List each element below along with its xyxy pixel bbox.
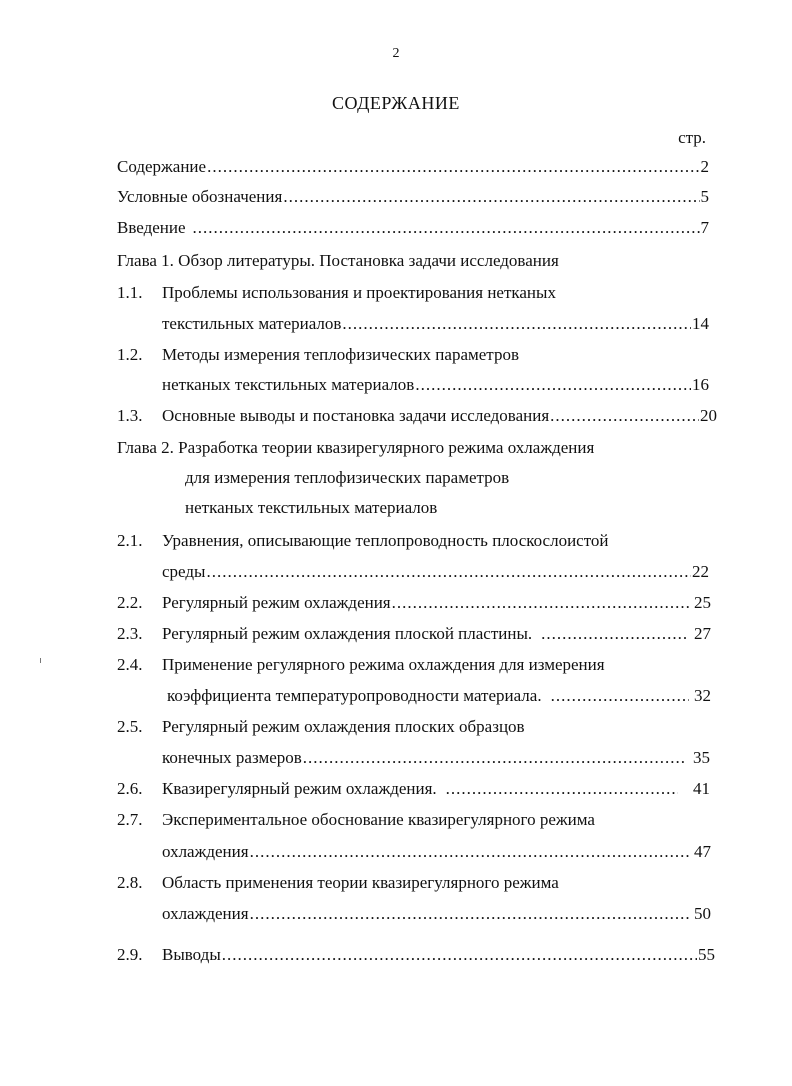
- chapter-title: Глава 2. Разработка теории квазирегулярного режима охлаждения: [117, 438, 595, 457]
- toc-entry-page: 14: [692, 314, 709, 333]
- toc-entry[interactable]: [117, 592, 711, 614]
- toc-entry-text: коэффициента температуропроводности материала.: [167, 686, 542, 705]
- toc-entry-num-line[interactable]: [117, 716, 717, 738]
- toc-entry-cont[interactable]: [162, 313, 709, 335]
- toc-entry[interactable]: [117, 778, 710, 800]
- chapter-title: Глава 1. Обзор литературы. Постановка задачи исследования: [117, 251, 559, 270]
- chapter-heading[interactable]: [117, 250, 559, 272]
- toc-entry[interactable]: [117, 405, 717, 427]
- section-number: 2.9.: [117, 945, 143, 964]
- page-title: СОДЕРЖАНИЕ: [332, 93, 460, 113]
- dot-leader: [541, 623, 689, 645]
- toc-entry-text: Регулярный режим охлаждения плоской пластины.: [162, 624, 533, 643]
- toc-entry-text: среды: [162, 562, 206, 581]
- section-number: 2.2.: [117, 593, 143, 612]
- toc-entry-text: конечных размеров: [162, 748, 302, 767]
- toc-entry-text: охлаждения: [162, 842, 249, 861]
- chapter-title: для измерения теплофизических параметров: [185, 468, 510, 487]
- page-number: 2: [392, 46, 400, 61]
- toc-entry-text: Квазирегулярный режим охлаждения.: [162, 779, 437, 798]
- toc-entry-num-line[interactable]: [117, 282, 709, 304]
- toc-entry[interactable]: [117, 944, 715, 966]
- section-number: 2.6.: [117, 779, 143, 798]
- toc-entry-page: 32: [694, 686, 711, 705]
- toc-entry-cont[interactable]: [162, 561, 709, 583]
- toc-entry-cont[interactable]: [162, 747, 710, 769]
- dot-leader: [303, 747, 684, 769]
- toc-entry-cont[interactable]: [162, 374, 709, 396]
- dot-leader: [283, 186, 699, 208]
- toc-entry-page: 5: [700, 187, 709, 206]
- dot-leader: [446, 778, 678, 800]
- toc-entry[interactable]: [117, 156, 709, 178]
- dot-leader: [250, 841, 689, 863]
- section-number: 2.5.: [117, 717, 143, 736]
- toc-entry-num-line[interactable]: [117, 809, 717, 831]
- toc-entry[interactable]: [117, 186, 709, 208]
- section-number: 2.1.: [117, 531, 143, 550]
- section-number: 2.8.: [117, 873, 143, 892]
- toc-entry-page: 41: [693, 779, 710, 798]
- toc-entry-num-line[interactable]: [117, 530, 717, 552]
- dot-leader: [550, 405, 699, 427]
- toc-entry-text: Условные обозначения: [117, 187, 283, 206]
- dot-leader: [193, 217, 700, 239]
- toc-entry-cont[interactable]: [167, 685, 711, 707]
- toc-entry-page: 16: [692, 375, 709, 394]
- chapter-heading-cont: [185, 497, 437, 519]
- toc-entry-num-line[interactable]: [117, 654, 717, 676]
- toc-entry-page: 27: [694, 624, 711, 643]
- pages-column-label: стр.: [678, 128, 706, 147]
- dot-leader: [392, 592, 689, 614]
- toc-entry-page: 7: [700, 218, 709, 237]
- toc-entry-num-line[interactable]: [117, 872, 717, 894]
- dot-leader: [206, 561, 691, 583]
- toc-entry-text: Регулярный режим охлаждения: [162, 593, 391, 612]
- scan-artifact: [40, 658, 41, 663]
- toc-entry-num-line[interactable]: [117, 344, 709, 366]
- toc-entry-text: Выводы: [162, 945, 221, 964]
- section-number: 1.3.: [117, 406, 143, 425]
- toc-entry-text: Область применения теории квазирегулярного режима: [162, 873, 559, 892]
- chapter-title: нетканых текстильных материалов: [185, 498, 438, 517]
- section-number: 1.1.: [117, 283, 143, 302]
- toc-entry-page: 25: [694, 593, 711, 612]
- toc-entry-page: 22: [692, 562, 709, 581]
- toc-entry-text: Проблемы использования и проектирования нетканых: [162, 283, 556, 302]
- toc-entry-cont[interactable]: [162, 903, 711, 925]
- toc-entry[interactable]: [117, 217, 709, 239]
- chapter-heading-cont: [185, 467, 509, 489]
- toc-entry-page: 50: [694, 904, 711, 923]
- section-number: 2.3.: [117, 624, 143, 643]
- toc-entry-page: 55: [698, 945, 715, 964]
- toc-entry[interactable]: [117, 623, 711, 645]
- section-number: 1.2.: [117, 345, 143, 364]
- dot-leader: [222, 944, 697, 966]
- toc-entry-text: Уравнения, описывающие теплопроводность плоскослоистой: [162, 531, 609, 550]
- section-number: 2.7.: [117, 810, 143, 829]
- toc-entry-text: Методы измерения теплофизических параметров: [162, 345, 519, 364]
- toc-entry-text: текстильных материалов: [162, 314, 342, 333]
- toc-entry-text: Введение: [117, 218, 186, 237]
- dot-leader: [415, 374, 691, 396]
- dot-leader: [207, 156, 699, 178]
- dot-leader: [250, 903, 689, 925]
- toc-entry-text: Содержание: [117, 157, 207, 176]
- chapter-heading[interactable]: [117, 437, 594, 459]
- toc-entry-page: 20: [700, 406, 717, 425]
- dot-leader: [551, 685, 689, 707]
- dot-leader: [342, 313, 691, 335]
- toc-entry-page: 2: [700, 157, 709, 176]
- toc-entry-text: Основные выводы и постановка задачи исследования: [162, 406, 550, 425]
- toc-entry-text: Регулярный режим охлаждения плоских образцов: [162, 717, 525, 736]
- toc-entry-text: Применение регулярного режима охлаждения для измерения: [162, 655, 605, 674]
- toc-entry-page: 35: [693, 748, 710, 767]
- section-number: 2.4.: [117, 655, 143, 674]
- toc-entry-cont[interactable]: [162, 841, 711, 863]
- toc-entry-page: 47: [694, 842, 711, 861]
- toc-entry-text: охлаждения: [162, 904, 249, 923]
- toc-entry-text: Экспериментальное обоснование квазирегулярного режима: [162, 810, 595, 829]
- toc-entry-text: нетканых текстильных материалов: [162, 375, 415, 394]
